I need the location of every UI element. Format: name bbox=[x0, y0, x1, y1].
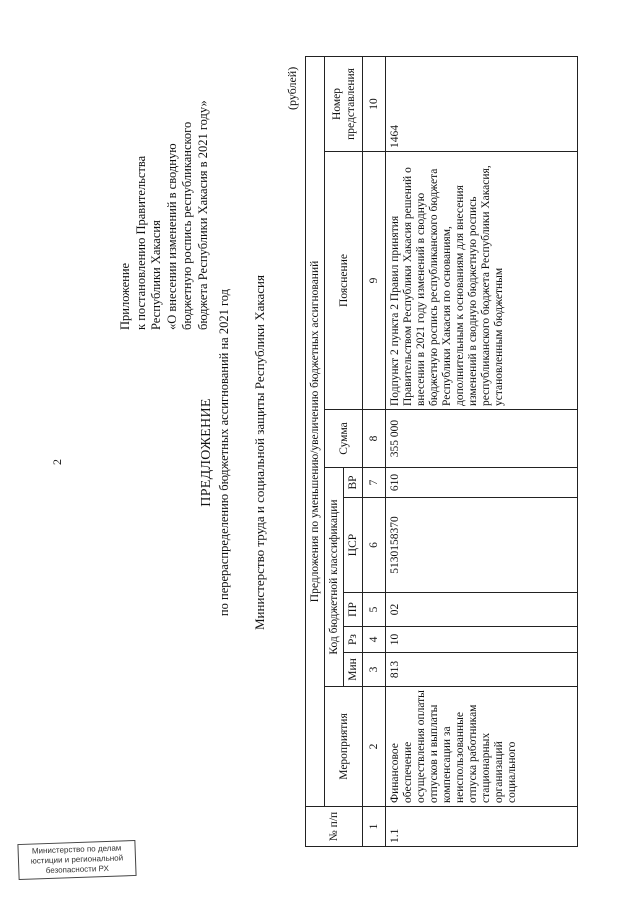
header-group: Предложения по уменьшению/увеличению бюджетных ассигнований bbox=[306, 56, 325, 806]
page-number: 2 bbox=[50, 459, 64, 465]
appendix-line: Приложение bbox=[118, 262, 132, 330]
column-number: 7 bbox=[363, 468, 386, 498]
column-number: 9 bbox=[363, 152, 386, 410]
column-number: 3 bbox=[363, 653, 386, 687]
column-number-row bbox=[363, 56, 386, 846]
cell-csr: 5130158370 bbox=[386, 498, 578, 593]
header-row bbox=[306, 56, 325, 846]
header-event: Мероприятия bbox=[325, 687, 363, 807]
header-pr: ПР bbox=[344, 593, 363, 627]
stamp-line: юстиции и региональной bbox=[30, 853, 124, 866]
column-number: 8 bbox=[363, 410, 386, 468]
document-title: ПРЕДЛОЖЕНИЕ bbox=[199, 398, 214, 507]
header-row bbox=[325, 56, 344, 846]
appendix-line: «О внесении изменений в сводную bbox=[164, 143, 179, 330]
header-csr: ЦСР bbox=[344, 498, 363, 593]
header-code-group: Код бюджетной классификации bbox=[325, 468, 344, 687]
cell-rz: 10 bbox=[386, 627, 578, 653]
allocation-table-container bbox=[305, 57, 578, 847]
document-subtitle: по перераспределению бюджетных ассигнований на 2021 год bbox=[217, 288, 231, 617]
column-number: 10 bbox=[363, 56, 386, 151]
cell-event: Финансовое обеспечение осуществления оплаты отпусков и выплаты компенсации за неиспользованные отпуска работникам стационарных организаций социального bbox=[386, 687, 578, 807]
cell-number: 1464 bbox=[386, 56, 578, 151]
column-number: 6 bbox=[363, 498, 386, 593]
stamp-line: безопасности РХ bbox=[45, 863, 110, 876]
header-number: Номер представления bbox=[325, 56, 363, 151]
column-number: 1 bbox=[363, 807, 386, 847]
column-number: 4 bbox=[363, 627, 386, 653]
header-rz: Рз bbox=[344, 627, 363, 653]
units-label: (рублей) bbox=[285, 66, 299, 110]
table-row bbox=[386, 56, 578, 846]
appendix-line: к постановлению Правительства bbox=[133, 155, 148, 330]
ministry-stamp bbox=[17, 840, 136, 880]
column-number: 2 bbox=[363, 687, 386, 807]
appendix-line: Республики Хакасия bbox=[149, 220, 164, 330]
header-no: № п/п bbox=[306, 807, 363, 847]
appendix-line: бюджетную роспись республиканского bbox=[180, 121, 195, 330]
header-explanation: Пояснение bbox=[325, 152, 363, 410]
header-vr: ВР bbox=[344, 468, 363, 498]
header-min: Мин bbox=[344, 653, 363, 687]
cell-min: 813 bbox=[386, 653, 578, 687]
header-sum: Сумма bbox=[325, 410, 363, 468]
cell-sum: 355 000 bbox=[386, 410, 578, 468]
appendix-block bbox=[118, 100, 212, 330]
cell-pr: 02 bbox=[386, 593, 578, 627]
ministry-name: Министерство труда и социальной защиты Республики Хакасия bbox=[252, 275, 267, 630]
appendix-line: бюджета Республики Хакасия в 2021 году» bbox=[195, 100, 210, 330]
stamp-line: Министерство по делам bbox=[31, 843, 122, 856]
cell-vr: 610 bbox=[386, 468, 578, 498]
allocation-table bbox=[305, 56, 578, 847]
cell-no: 1.1 bbox=[386, 807, 578, 847]
cell-explanation: Подпункт 2 пункта 2 Правил принятия Правительством Республики Хакасия решений о внесении в 2021 году изменений в сводную бюджетную роспись республиканского бюджета Республики Хакасия по основаниям, дополнительным к основаниям для внесения изменений в сводную бюджетную роспись республиканского бюджета Республики Хакасия, установленным бюджетным bbox=[386, 152, 578, 410]
column-number: 5 bbox=[363, 593, 386, 627]
